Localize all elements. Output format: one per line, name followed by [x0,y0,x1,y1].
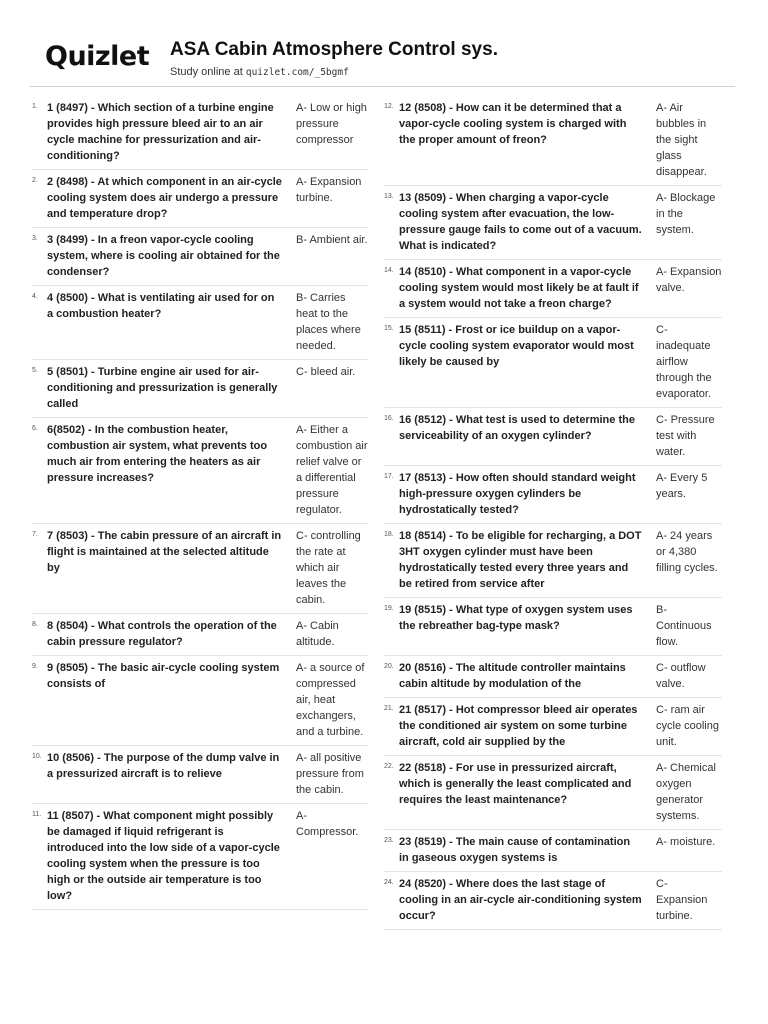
item-number: 4. [32,293,38,300]
item-number: 17. [384,473,394,480]
question-text: 5 (8501) - Turbine engine air used for air-conditioning and pressurization is generally called [47,366,278,410]
answer-text: A- Air bubbles in the sight glass disappear. [656,102,707,178]
flashcard-item [32,804,368,910]
question-text: 22 (8518) - For use in pressurized aircraft, which is generally the least complicated and requires the least maintenance? [399,762,632,806]
answer-text: A- all positive pressure from the cabin. [296,752,364,796]
item-number: 10. [32,753,42,760]
answer-text: A- a source of compressed air, heat exchangers, and a turbine. [296,662,365,738]
quizlet-logo[interactable]: Quizlet [45,41,150,72]
flashcard-item [32,286,368,360]
flashcard-item [384,524,722,598]
flashcard-item [384,598,722,656]
answer-text: A- Cabin altitude. [296,620,339,648]
flashcard-item [32,418,368,524]
question-text: 21 (8517) - Hot compressor bleed air operates the conditioned air system on some turbine aircraft, cold air supplied by the [399,704,638,748]
question-text: 6(8502) - In the combustion heater, combustion air system, what prevents too much air from entering the heaters as air pressure increases? [47,424,268,484]
question-text: 17 (8513) - How often should standard weight high-pressure oxygen cylinders be hydrostatically tested? [399,472,636,516]
item-number: 1. [32,103,38,110]
flashcard-item [32,656,368,746]
flashcard-item [32,228,368,286]
flashcard-item [32,524,368,614]
answer-text: A- 24 years or 4,380 filling cycles. [656,530,718,574]
question-text: 18 (8514) - To be eligible for recharging, a DOT 3HT oxygen cylinder must have been hydrostatically tested every three years and be retired from service after [399,530,642,590]
answer-text: A- Compressor. [296,810,359,838]
question-text: 2 (8498) - At which component in an air-cycle cooling system does air undergo a pressure and temperature drop? [47,176,282,220]
question-text: 3 (8499) - In a freon vapor-cycle cooling system, where is cooling air obtained for the condenser? [47,234,280,278]
flashcard-item [384,466,722,524]
flashcard-item [384,186,722,260]
study-online-label: Study online at [170,66,246,78]
answer-text: B- Carries heat to the places where needed. [296,292,361,352]
flashcard-item [384,756,722,830]
item-number: 16. [384,415,394,422]
item-number: 15. [384,325,394,332]
flashcard-item [32,360,368,418]
study-online-line [170,66,349,78]
left-column [32,96,368,910]
question-text: 9 (8505) - The basic air-cycle cooling system consists of [47,662,280,690]
item-number: 22. [384,763,394,770]
answer-text: A- Low or high pressure compressor [296,102,367,146]
question-text: 19 (8515) - What type of oxygen system uses the rebreather bag-type mask? [399,604,633,632]
flashcard-item [384,260,722,318]
item-number: 9. [32,663,38,670]
answer-text: C- controlling the rate at which air leaves the cabin. [296,530,361,606]
question-text: 13 (8509) - When charging a vapor-cycle cooling system after evacuation, the low-pressure gauge fails to come out of a vacuum. What is indicated? [399,192,642,252]
item-number: 11. [32,811,42,818]
question-text: 8 (8504) - What controls the operation of the cabin pressure regulator? [47,620,277,648]
question-text: 4 (8500) - What is ventilating air used for on a combustion heater? [47,292,275,320]
flashcard-item [384,96,722,186]
question-text: 1 (8497) - Which section of a turbine engine provides high pressure bleed air to an air cycle machine for pressurization and air-conditioning? [47,102,274,162]
page-title: ASA Cabin Atmosphere Control sys. [170,39,498,60]
question-text: 7 (8503) - The cabin pressure of an aircraft in flight is maintained at the selected altitude by [47,530,282,574]
question-text: 15 (8511) - Frost or ice buildup on a vapor-cycle cooling system evaporator would most likely be caused by [399,324,634,368]
flashcard-item [384,656,722,698]
flashcard-item [384,830,722,872]
question-text: 11 (8507) - What component might possibly be damaged if liquid refrigerant is introduced into the low side of a vapor-cycle cooling system when the pressure is too high or the outside air temperature is too low? [47,810,280,902]
answer-text: C- outflow valve. [656,662,706,690]
answer-text: A- Blockage in the system. [656,192,716,236]
question-text: 24 (8520) - Where does the last stage of cooling in an air-cycle air-conditioning system occur? [399,878,642,922]
header-divider [30,86,735,87]
answer-text: B- Ambient air. [296,234,368,246]
right-column [384,96,722,930]
flashcard-item [32,96,368,170]
item-number: 24. [384,879,394,886]
item-number: 5. [32,367,38,374]
question-text: 14 (8510) - What component in a vapor-cycle cooling system would most likely be at fault if a system would not take a freon charge? [399,266,639,310]
item-number: 19. [384,605,394,612]
item-number: 12. [384,103,394,110]
question-text: 10 (8506) - The purpose of the dump valve in a pressurized aircraft is to relieve [47,752,280,780]
answer-text: B- Continuous flow. [656,604,712,648]
item-number: 14. [384,267,394,274]
item-number: 2. [32,177,38,184]
answer-text: C- Expansion turbine. [656,878,708,922]
item-number: 18. [384,531,394,538]
flashcard-item [384,872,722,930]
question-text: 23 (8519) - The main cause of contamination in gaseous oxygen systems is [399,836,631,864]
flashcard-item [32,170,368,228]
answer-text: A- Every 5 years. [656,472,708,500]
item-number: 6. [32,425,38,432]
flashcard-item [32,614,368,656]
study-url-link[interactable]: quizlet.com/_5bgmf [245,67,349,78]
flashcard-item [384,318,722,408]
answer-text: A- Chemical oxygen generator systems. [656,762,716,822]
answer-text: C- inadequate airflow through the evaporator. [656,324,712,400]
item-number: 21. [384,705,394,712]
answer-text: A- Expansion valve. [656,266,722,294]
question-text: 16 (8512) - What test is used to determine the serviceability of an oxygen cylinder? [399,414,635,442]
flashcard-item [384,698,722,756]
question-text: 12 (8508) - How can it be determined that a vapor-cycle cooling system is charged with the proper amount of freon? [399,102,627,146]
answer-text: C- Pressure test with water. [656,414,715,458]
answer-text: A- moisture. [656,836,716,848]
item-number: 23. [384,837,394,844]
page-header [0,0,768,88]
answer-text: A- Expansion turbine. [296,176,362,204]
answer-text: A- Either a combustion air relief valve or a differential pressure regulator. [296,424,368,516]
question-text: 20 (8516) - The altitude controller maintains cabin altitude by modulation of the [399,662,626,690]
flashcard-item [32,746,368,804]
answer-text: C- bleed air. [296,366,356,378]
item-number: 3. [32,235,38,242]
answer-text: C- ram air cycle cooling unit. [656,704,719,748]
item-number: 7. [32,531,38,538]
flashcard-item [384,408,722,466]
item-number: 20. [384,663,394,670]
item-number: 13. [384,193,394,200]
item-number: 8. [32,621,38,628]
